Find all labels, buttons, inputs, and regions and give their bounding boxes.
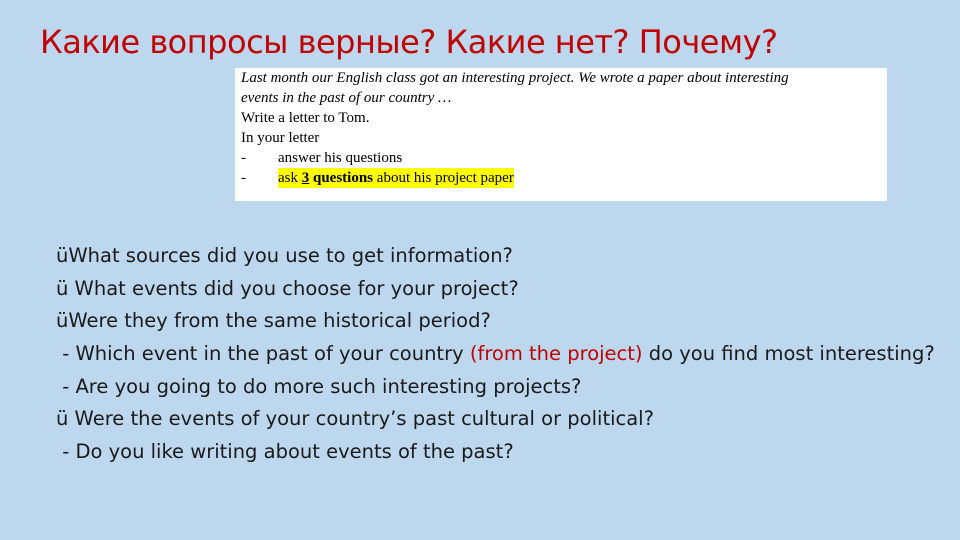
task-intro-line-1: Last month our English class got an interesting project. We wrote a paper about interesting — [241, 70, 789, 86]
question-6-text: Were the events of your country’s past cultural or political? — [68, 407, 654, 430]
dash-marker: - — [62, 374, 70, 398]
checkmark-icon: ü — [56, 407, 69, 430]
question-3-text: Were they from the same historical period? — [68, 309, 491, 332]
question-4-post: do you find most interesting? — [642, 341, 935, 365]
task-item-1-text: answer his questions — [278, 150, 403, 166]
task-line-1 — [241, 68, 887, 88]
task-letter-heading: In your letter — [241, 130, 320, 146]
task-item-2 — [241, 168, 887, 188]
checkmark-icon: ü — [56, 244, 69, 267]
task-item-2-bold: questions — [309, 170, 374, 186]
question-1 — [56, 240, 936, 273]
question-list — [56, 240, 936, 468]
checkmark-icon: ü — [56, 309, 69, 332]
question-3 — [56, 305, 936, 338]
question-5 — [56, 371, 936, 404]
dash-marker: - — [62, 439, 70, 463]
question-2-text: What events did you choose for your project? — [68, 276, 519, 300]
task-item-1 — [241, 148, 887, 168]
task-item-2-highlight — [278, 168, 514, 188]
slide-title: Какие вопросы верные? Какие нет? Почему? — [40, 23, 778, 61]
task-dash-1: - — [241, 150, 246, 166]
question-1-text: What sources did you use to get information? — [68, 244, 513, 267]
question-4 — [56, 343, 936, 365]
question-2 — [56, 273, 936, 306]
question-5-text: Are you going to do more such interesting projects? — [69, 374, 582, 398]
question-6 — [56, 403, 936, 436]
checkmark-icon: ü — [56, 276, 69, 300]
task-item-2-pre: ask — [278, 170, 302, 186]
task-line-2 — [241, 88, 887, 108]
task-instruction: Write a letter to Tom. — [241, 110, 370, 126]
question-7 — [56, 436, 936, 469]
task-item-2-number: 3 — [301, 170, 310, 186]
question-7-text: Do you like writing about events of the past? — [69, 439, 514, 463]
task-item-2-post: about his project paper — [373, 170, 514, 186]
task-excerpt-box — [235, 68, 887, 201]
question-4-highlight: (from the project) — [469, 341, 643, 365]
question-4-pre: Which event in the past of your country — [69, 341, 470, 365]
dash-marker: - — [62, 341, 70, 365]
task-dash-2: - — [241, 170, 246, 186]
task-intro-line-2: events in the past of our country … — [241, 90, 452, 106]
